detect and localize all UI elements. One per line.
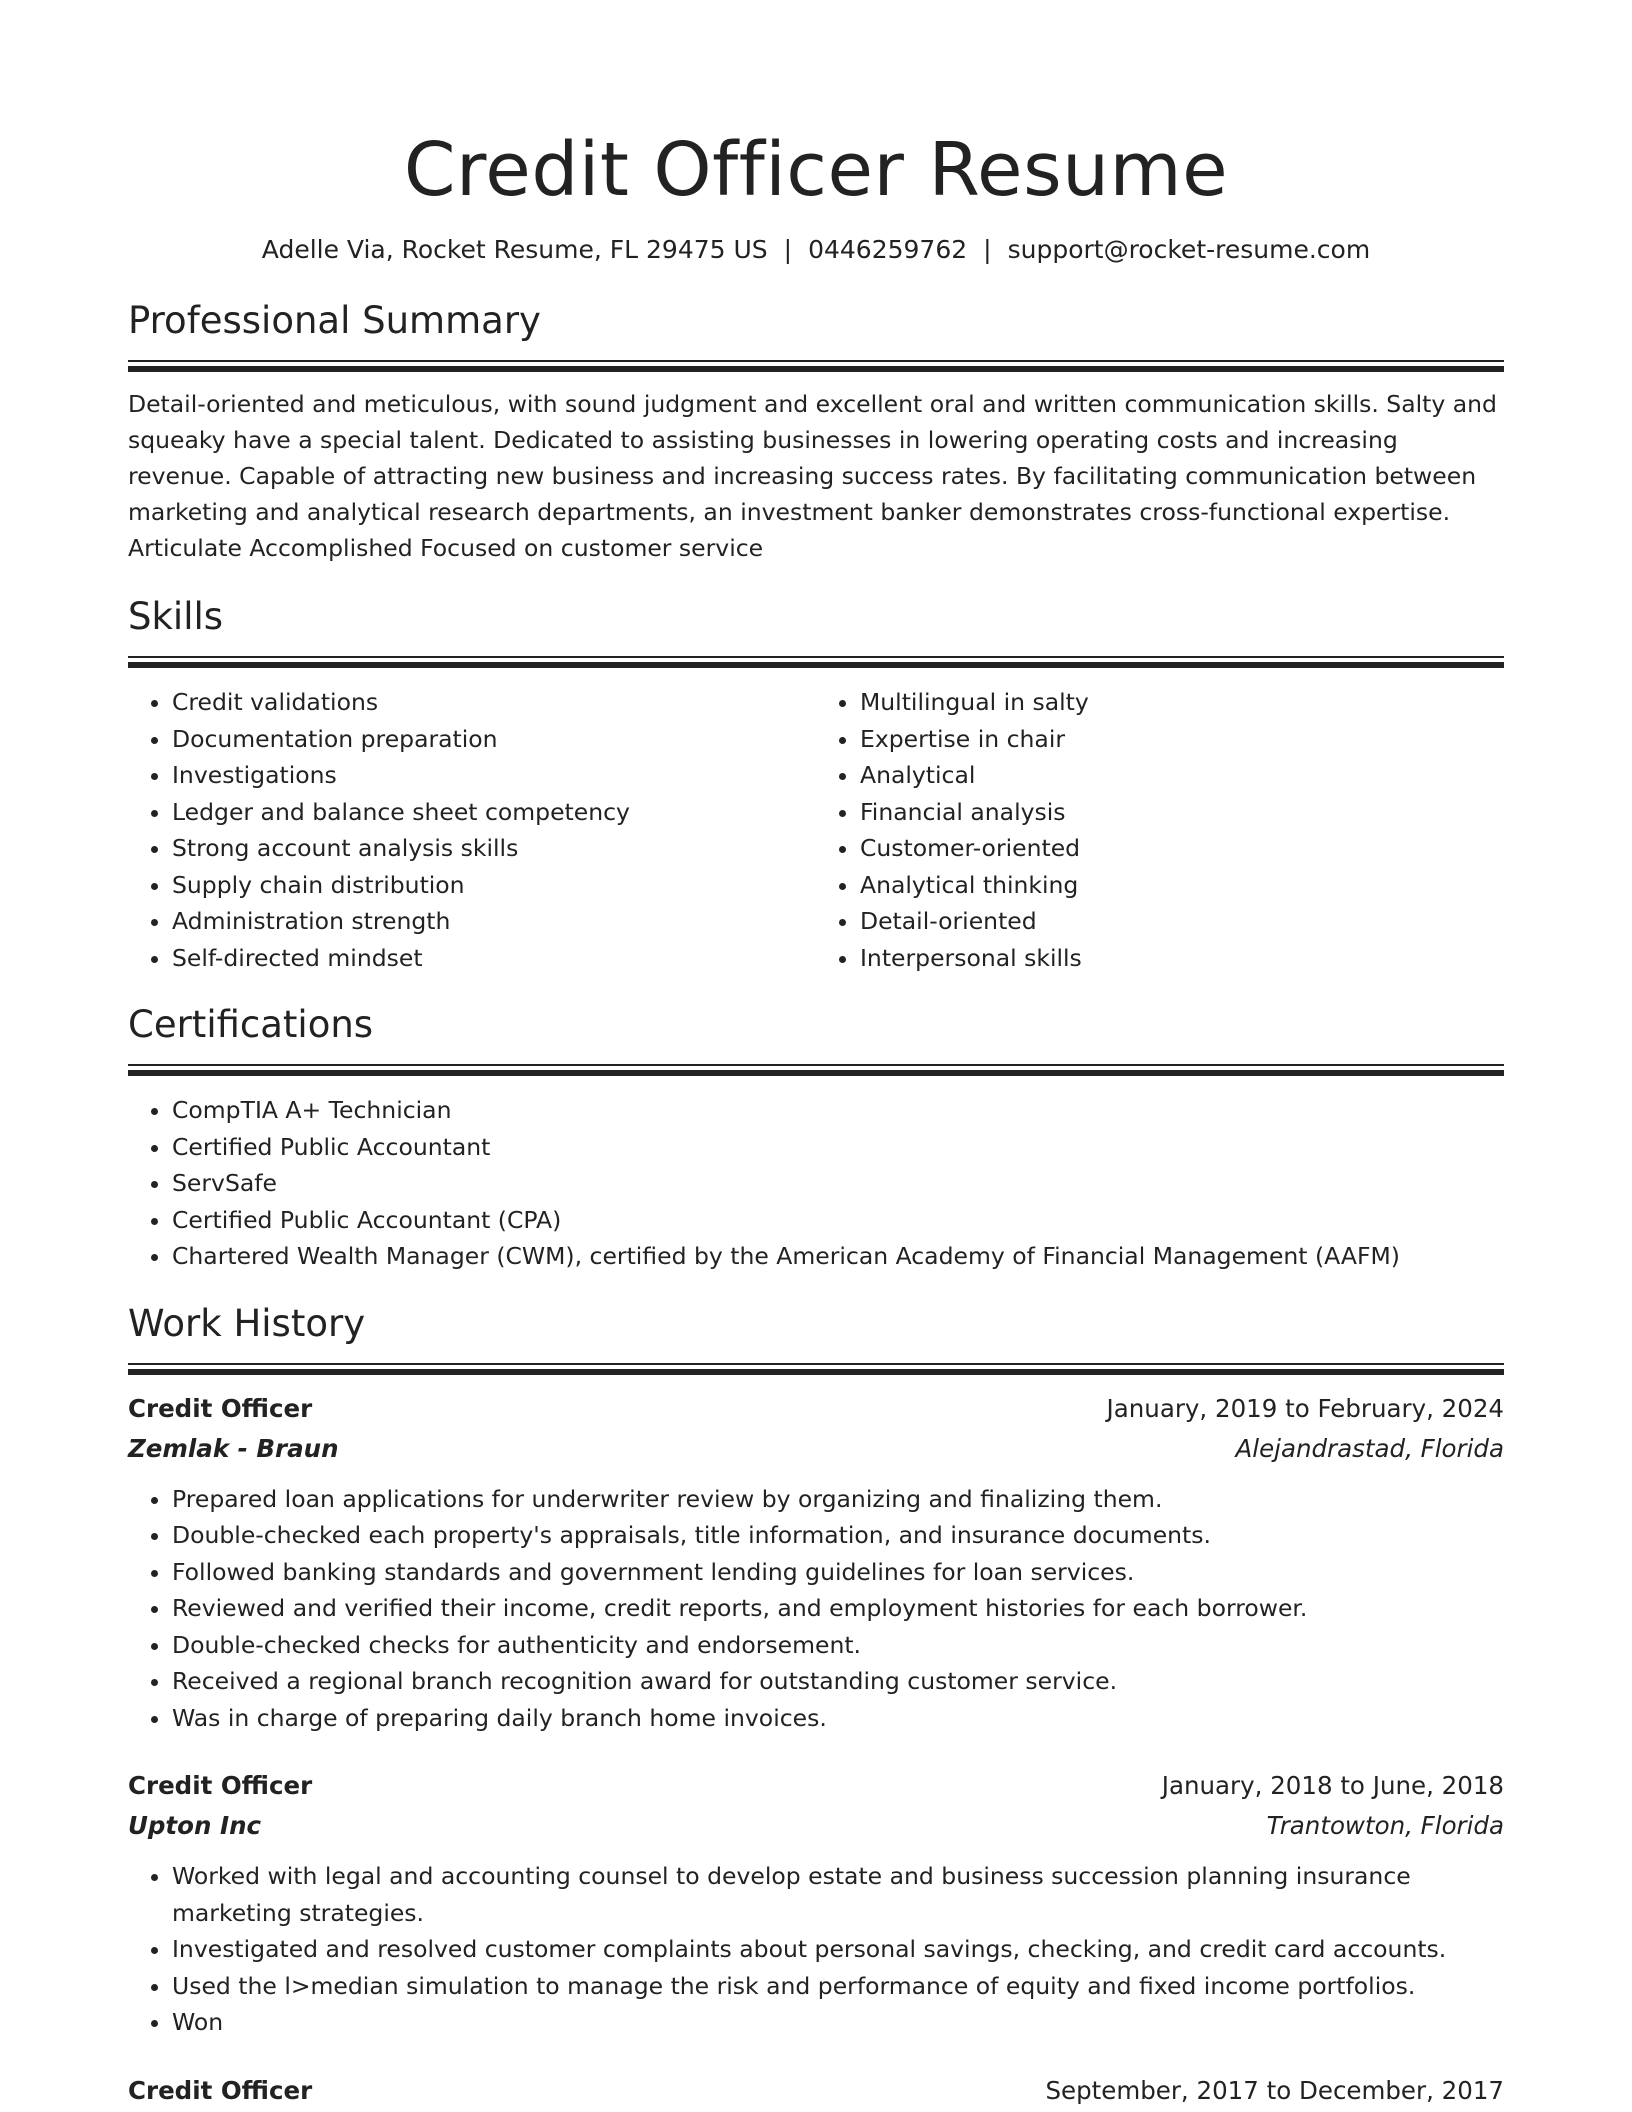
job-dates: January, 2018 to June, 2018 xyxy=(1161,1771,1504,1800)
skill-item: • Investigations xyxy=(172,757,816,794)
contact-line xyxy=(128,232,1504,268)
skill-item: • Supply chain distribution xyxy=(172,867,816,904)
job-title: Credit Officer xyxy=(128,1771,313,1800)
job-title: Credit Officer xyxy=(128,1393,313,1423)
job-bullet: • Won xyxy=(172,2004,1504,2041)
summary-text: Detail-oriented and meticulous, with sound judgment and excellent oral and written communication skills. Salty and squeaky have a special talent. Dedicated to assisting businesses in lowering operating costs and increasing revenue. Capable of attracting new business and increasing success rates. By facilitating communication between marketing and analytical research departments, an investment banker demonstrates cross-functional expertise. Articulate Accomplished Focused on customer service xyxy=(128,390,1497,562)
job-bullets xyxy=(128,1858,1504,2041)
resume-title: Credit Officer Resume xyxy=(403,127,1229,213)
job-subheader xyxy=(128,1806,1504,1846)
certification-item: • CompTIA A+ Technician xyxy=(172,1092,1504,1129)
skill-item: • Multilingual in salty xyxy=(860,684,1504,721)
skill-item: • Documentation preparation xyxy=(172,721,816,758)
work-history-section xyxy=(128,1299,1504,2111)
job-dates: September, 2017 to December, 2017 xyxy=(1045,2075,1504,2105)
skill-item: • Analytical xyxy=(860,757,1504,794)
job-location: Alejandrastad, Florida xyxy=(1235,1433,1504,1463)
skill-item: • Self-directed mindset xyxy=(172,940,816,977)
skills-grid xyxy=(128,684,1504,976)
skill-item: • Detail-oriented xyxy=(860,903,1504,940)
skill-item: • Expertise in chair xyxy=(860,721,1504,758)
job-bullet: • Double-checked each property's appraisals, title information, and insurance documents. xyxy=(172,1517,1504,1554)
certifications-list xyxy=(128,1092,1504,1275)
certification-item: • Certified Public Accountant xyxy=(172,1129,1504,1166)
job-location: Trantowton, Florida xyxy=(1266,1811,1504,1840)
section-divider xyxy=(128,656,1504,668)
certification-item: • Chartered Wealth Manager (CWM), certified by the American Academy of Financial Management (AAFM) xyxy=(172,1238,1504,1275)
section-heading-certifications: Certifications xyxy=(128,1003,374,1046)
section-divider xyxy=(128,1064,1504,1076)
job-subheader xyxy=(128,1429,1504,1469)
skill-item: • Credit validations xyxy=(172,684,816,721)
job-bullet: • Used the l>median simulation to manage the risk and performance of equity and fixed income portfolios. xyxy=(172,1968,1504,2005)
job-title: Credit Officer xyxy=(128,2075,313,2105)
skills-list-right xyxy=(816,684,1504,976)
skill-item: • Analytical thinking xyxy=(860,867,1504,904)
job-header xyxy=(128,2071,1504,2111)
resume-page xyxy=(128,0,1504,2111)
section-divider xyxy=(128,360,1504,372)
summary-section xyxy=(128,296,1504,566)
job-bullet: • Prepared loan applications for underwriter review by organizing and finalizing them. xyxy=(172,1481,1504,1518)
skill-item: • Ledger and balance sheet competency xyxy=(172,794,816,831)
job-header xyxy=(128,1389,1504,1429)
skill-item: • Financial analysis xyxy=(860,794,1504,831)
job-entry xyxy=(128,1766,1504,2041)
job-bullet: • Reviewed and verified their income, credit reports, and employment histories for each borrower. xyxy=(172,1590,1504,1627)
job-bullet: • Was in charge of preparing daily branch home invoices. xyxy=(172,1700,1504,1737)
job-bullet: • Double-checked checks for authenticity and endorsement. xyxy=(172,1627,1504,1664)
job-entry xyxy=(128,2071,1504,2111)
job-bullet: • Worked with legal and accounting counsel to develop estate and business succession planning insurance marketing strategies. xyxy=(172,1858,1504,1931)
certification-item: • Certified Public Accountant (CPA) xyxy=(172,1202,1504,1239)
section-heading-work-history: Work History xyxy=(128,1301,366,1345)
contact-address: Adelle Via, Rocket Resume, FL 29475 US xyxy=(261,235,768,264)
job-entry xyxy=(128,1389,1504,1737)
job-bullet: • Investigated and resolved customer complaints about personal savings, checking, and credit card accounts. xyxy=(172,1931,1504,1968)
contact-phone: 0446259762 xyxy=(808,235,968,264)
job-company: Upton Inc xyxy=(128,1811,262,1840)
skills-list-left xyxy=(128,684,816,976)
section-divider xyxy=(128,1363,1504,1375)
job-bullets xyxy=(128,1481,1504,1737)
contact-separator: | xyxy=(983,235,992,264)
skill-item: • Interpersonal skills xyxy=(860,940,1504,977)
job-bullet: • Received a regional branch recognition award for outstanding customer service. xyxy=(172,1663,1504,1700)
skill-item: • Strong account analysis skills xyxy=(172,830,816,867)
job-company: Zemlak - Braun xyxy=(128,1433,339,1463)
section-heading-summary: Professional Summary xyxy=(128,299,541,342)
job-header xyxy=(128,1766,1504,1806)
skill-item: • Administration strength xyxy=(172,903,816,940)
skill-item: • Customer-oriented xyxy=(860,830,1504,867)
job-dates: January, 2019 to February, 2024 xyxy=(1106,1393,1504,1423)
contact-separator: | xyxy=(783,235,793,264)
contact-email: support@rocket-resume.com xyxy=(1007,235,1371,264)
section-heading-skills: Skills xyxy=(128,595,224,638)
skills-section xyxy=(128,592,1504,976)
certifications-section xyxy=(128,1000,1504,1275)
certification-item: • ServSafe xyxy=(172,1165,1504,1202)
job-bullet: • Followed banking standards and government lending guidelines for loan services. xyxy=(172,1554,1504,1591)
